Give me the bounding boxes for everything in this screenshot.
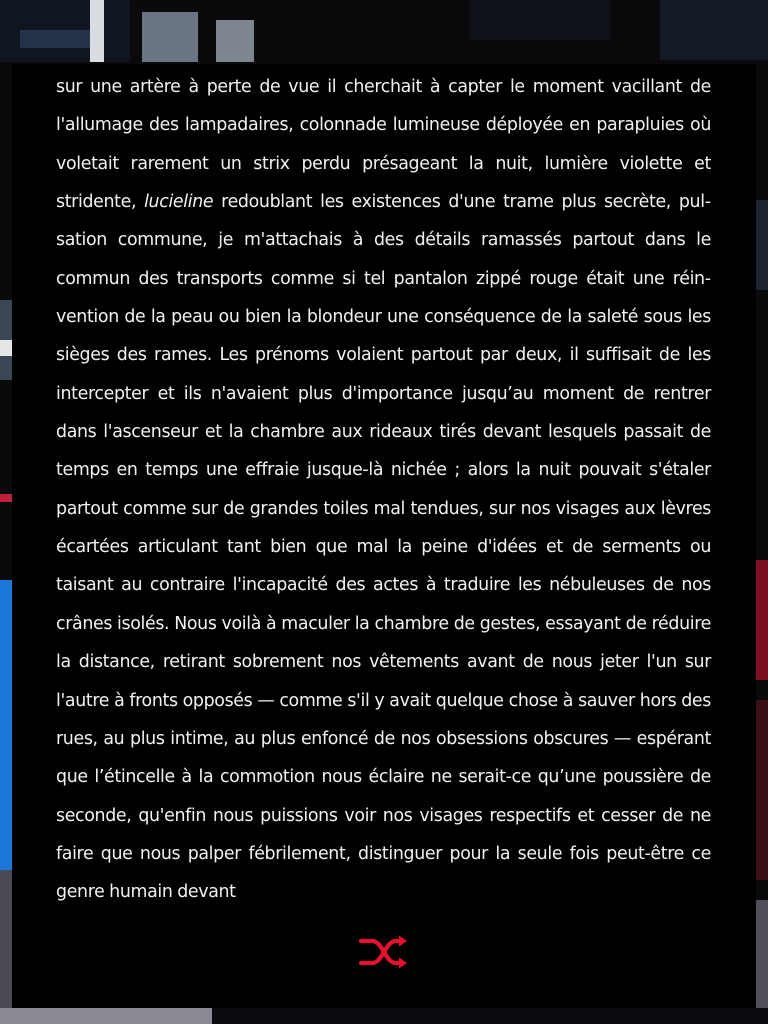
text-before-italic: sur une artère à perte de vue il cherchait à capter le moment vacillant de l'allumage des lampadaires, colonnade lumineuse déployée en parapluies où voletait rarement un strix perdu présageant la nuit, lumière violette et stridente,: [56, 77, 711, 213]
collage-fragment: [0, 494, 12, 502]
collage-fragment: [756, 700, 768, 880]
collage-fragment: [756, 900, 768, 1024]
collage-fragment: [142, 12, 198, 62]
shuffle-icon-arrow-top: [399, 935, 407, 946]
collage-fragment: [756, 560, 768, 680]
shuffle-icon: [359, 934, 409, 975]
collage-fragment: [20, 30, 90, 48]
collage-fragment: [660, 0, 768, 60]
collage-fragment: [0, 340, 12, 356]
collage-fragment: [90, 0, 104, 62]
text-after-italic: redoublant les existences d'une trame plus secrète, pulsation commune, je m'attachais à des détails ramassés partout dans le commun des transports comme si tel pantalon zippé rouge était une réinvention de la peau ou bien la blondeur une conséquence de la saleté sous les sièges des rames. Les prénoms volaient partout par deux, il suffisait de les intercepter et ils n'avaient plus d'importance jusqu’au moment de rentrer dans l'ascenseur et la chambre aux rideaux tirés devant lesquels passait de temps en temps une effraie jusque-là nichée ; alors la nuit pouvait s'étaler partout comme sur de grandes toiles mal tendues, sur nos visages aux lèvres écartées articulant tant bien que mal la peine d'idées et de serments ou taisant au contraire l'incapacité des actes à traduire les nébuleuses de nos crânes isolés. Nous voilà à maculer la chambre de gestes, essayant de réduire la distance, retirant sobrement nos vêtements avant de nous jeter l'un sur l'autre à fronts opposés — comme s'il y avait quelque chose à sauver hors des rues, au plus intime, au plus enfoncé de nos obsessions obscures — espérant que l’étincelle à la commotion nous éclaire ne serait-ce qu’une poussière de seconde, qu'enfin nous puissions voir nos visages respectifs et cesser de ne faire que nous palper fébrilement, distinguer pour la seule fois peut-être ce genre humain devant: [56, 192, 711, 903]
collage-fragment: [470, 0, 610, 40]
shuffle-icon-arrow-bottom: [399, 957, 407, 968]
collage-fragment: [756, 200, 768, 290]
collage-fragment: [216, 20, 254, 62]
collage-fragment: [212, 1008, 768, 1024]
reader-text: [56, 68, 711, 912]
italic-word: lucieline: [144, 192, 214, 213]
collage-fragment: [0, 1008, 212, 1024]
shuffle-button[interactable]: [358, 934, 410, 974]
shuffle-icon-path-a: [361, 941, 402, 963]
collage-fragment: [0, 870, 12, 1024]
collage-fragment: [0, 580, 12, 870]
shuffle-icon-path-b: [361, 941, 402, 963]
